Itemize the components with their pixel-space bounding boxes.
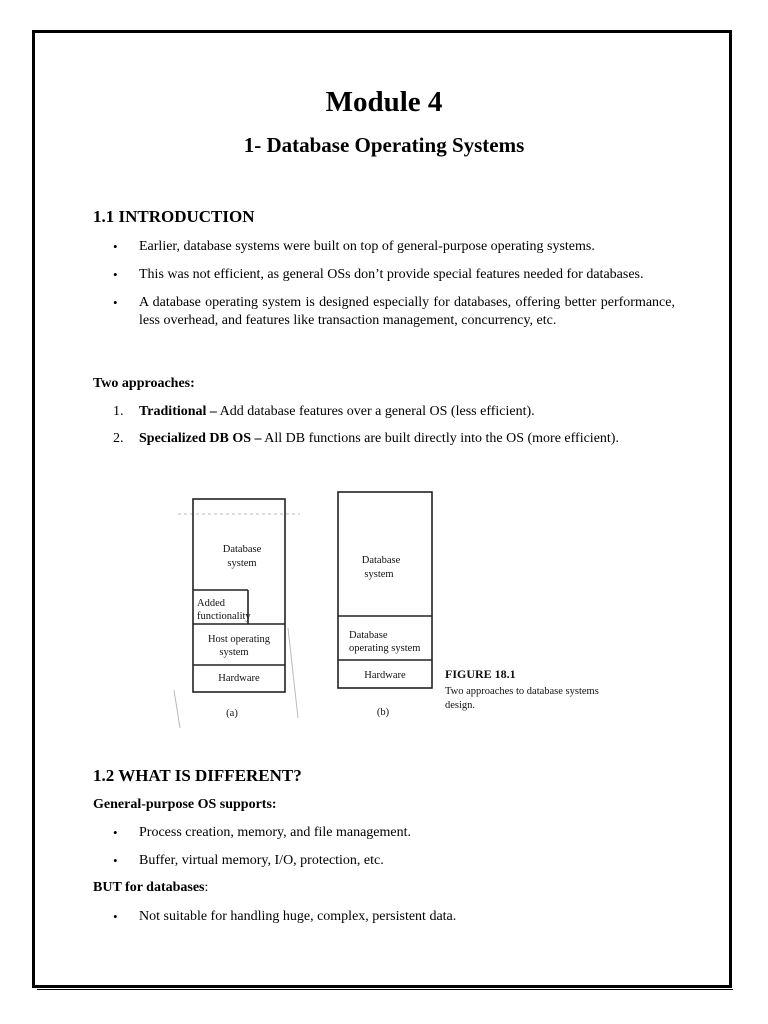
approaches-label: Two approaches: xyxy=(93,376,195,391)
approach-term: Specialized DB OS – xyxy=(139,431,262,446)
general-purpose-bullet-list xyxy=(93,824,675,880)
list-item: • Not suitable for handling huge, complex, persistent data. xyxy=(93,908,675,926)
figure-b-layer-text: Database xyxy=(361,555,401,566)
figure-caption-line: Two approaches to database systems xyxy=(445,686,599,697)
approach-text: All DB functions are built directly into the OS (more efficient). xyxy=(261,431,619,446)
list-item: • This was not efficient, as general OSs don’t provide special features needed for databases. xyxy=(93,266,675,284)
diagram-a-frame xyxy=(193,499,285,692)
section-heading-what-is-different: 1.2 WHAT IS DIFFERENT? xyxy=(93,766,302,785)
figure-a-layer-text: system xyxy=(227,558,257,569)
figure-b-layer-text: Database xyxy=(349,630,388,641)
list-item: • A database operating system is designed especially for databases, offering better performance, less overhead, and features like transaction management, concurrency, etc. xyxy=(93,294,675,330)
figure-a-layer-text: Hardware xyxy=(218,673,260,684)
list-item xyxy=(93,403,693,421)
list-item: • Buffer, virtual memory, I/O, protection, etc. xyxy=(93,852,675,870)
but-for-databases-label: BUT for databases xyxy=(93,880,205,895)
diagram-b-frame xyxy=(338,492,432,688)
list-number: 2. xyxy=(113,431,124,446)
list-item: • Earlier, database systems were built on top of general-purpose operating systems. xyxy=(93,238,675,256)
figure-a-label: (a) xyxy=(226,708,238,719)
but-for-databases-suffix: : xyxy=(204,880,209,895)
list-number: 1. xyxy=(113,404,124,419)
figure-a-layer-text: functionality xyxy=(197,611,251,622)
list-item xyxy=(93,430,693,448)
approach-text: Add database features over a general OS (less efficient). xyxy=(216,404,535,419)
but-for-databases-line xyxy=(93,880,208,896)
database-bullet-list xyxy=(93,908,675,936)
section-heading-introduction: 1.1 INTRODUCTION xyxy=(93,207,255,226)
figure-a-layer-text: Database xyxy=(222,544,262,555)
figure-two-approaches-diagram xyxy=(170,478,630,738)
figure-a-layer-text: Host operating xyxy=(207,634,271,645)
figure-b-label: (b) xyxy=(376,707,390,718)
figure-b-layer-text: operating system xyxy=(349,643,421,654)
approach-term: Traditional – xyxy=(139,404,217,419)
figure-caption-title: FIGURE 18.1 xyxy=(445,667,516,681)
general-purpose-label: General-purpose OS supports: xyxy=(93,797,277,812)
figure-b-layer-text: system xyxy=(364,569,394,580)
page-border-bottom-rule xyxy=(37,989,733,990)
figure-a-layer-text: system xyxy=(219,647,249,658)
diagram-b xyxy=(338,492,432,688)
list-item: • Process creation, memory, and file management. xyxy=(93,824,675,842)
figure-b-layer-text: Hardware xyxy=(364,670,406,681)
figure-a-layer-text: Added xyxy=(197,598,225,609)
approaches-list xyxy=(93,403,693,457)
chapter-title: 1- Database Operating Systems xyxy=(243,133,525,157)
diagram-a xyxy=(193,499,285,692)
intro-bullet-list xyxy=(93,238,675,340)
figure-caption-line: design. xyxy=(445,700,476,711)
module-title: Module 4 xyxy=(325,86,443,118)
